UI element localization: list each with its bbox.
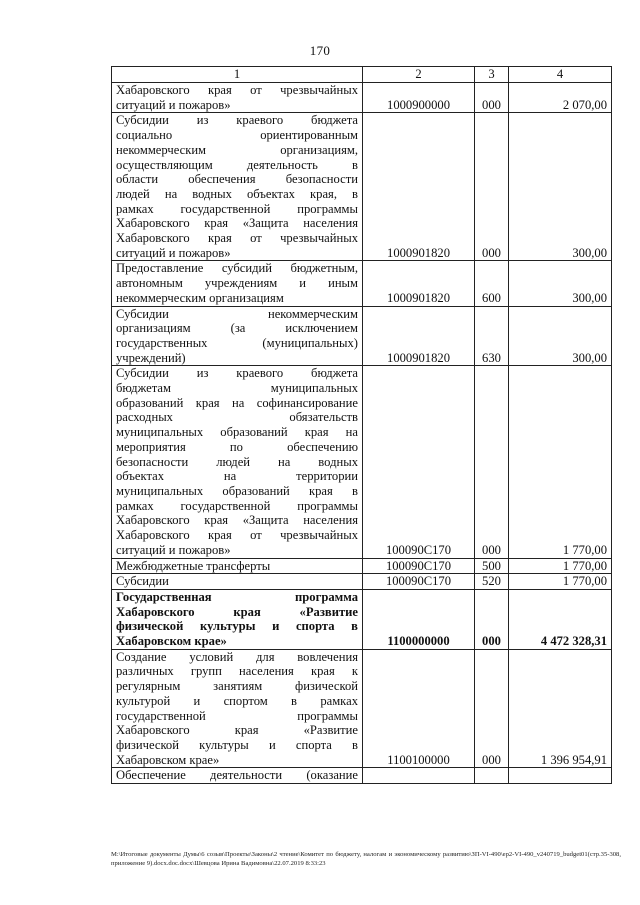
row-description-line: расходных обязательств [116,410,358,425]
row-description-line: Хабаровского края от чрезвычайных [116,83,358,97]
row-description [112,768,363,784]
row-expense-type: 000 [475,589,509,649]
row-description-line: Предоставление субсидий бюджетным, [116,261,358,276]
table-row [112,366,612,558]
row-description [112,558,363,574]
row-description-line: рамках государственной программы [116,498,358,513]
row-target-code: 1100100000 [363,649,475,768]
row-description-line: Хабаровского края «Защита населения [116,513,358,528]
row-description-line: регулярным занятиям физической [116,679,358,694]
row-target-code: 1000901820 [363,306,475,366]
row-description-line: Хабаровском крае» [116,634,227,649]
row-amount [509,768,612,784]
row-description [112,589,363,649]
row-description-line: организациям (за исключением [116,321,358,336]
row-amount: 4 472 328,31 [509,589,612,649]
row-description [112,83,363,113]
row-target-code: 100090С170 [363,366,475,558]
row-description-line: социально ориентированным [116,128,358,143]
table-row [112,589,612,649]
row-description-line: некоммерческим организациям, [116,142,358,157]
row-expense-type: 000 [475,113,509,261]
row-description-line: бюджетам муниципальных [116,381,358,396]
row-amount: 1 396 954,91 [509,649,612,768]
row-description-line: Межбюджетные трансферты [116,558,271,573]
row-amount: 300,00 [509,261,612,306]
row-description-line: Субсидии из краевого бюджета [116,366,358,381]
row-target-code: 1000901820 [363,261,475,306]
header-col-1: 1 [112,67,363,83]
table-row [112,558,612,574]
row-expense-type: 000 [475,83,509,113]
row-expense-type: 000 [475,366,509,558]
row-target-code: 1000900000 [363,83,475,113]
row-amount: 1 770,00 [509,574,612,590]
row-description-line: Государственная программа [116,589,358,604]
budget-table [111,66,612,784]
row-description-line: Обеспечение деятельности (оказание [116,768,358,783]
row-description [112,574,363,590]
row-description-line: муниципальных образований края в [116,483,358,498]
row-description-line: рамках государственной программы [116,201,358,216]
table-row [112,649,612,768]
row-description-line: физической культуры и спорта в [116,737,358,752]
row-description-line: мероприятия по обеспечению [116,439,358,454]
row-description-line: государственной программы [116,708,358,723]
table-header-row [112,67,612,83]
table-row [112,83,612,113]
row-description-line: муниципальных образований края на [116,425,358,440]
row-expense-type: 630 [475,306,509,366]
row-description-line: области обеспечения безопасности [116,172,358,187]
table-row [112,261,612,306]
row-description-line: Хабаровского края от чрезвычайных [116,231,358,246]
table-row [112,574,612,590]
row-expense-type: 500 [475,558,509,574]
row-description-line: автономным учреждениям и иным [116,276,358,291]
row-description-line: культурой и спортом в рамках [116,693,358,708]
row-description-line: безопасности людей на водных [116,454,358,469]
row-target-code: 100090С170 [363,558,475,574]
table-row [112,113,612,261]
row-amount: 1 770,00 [509,366,612,558]
row-description-line: Субсидии из краевого бюджета [116,113,358,128]
table-row [112,768,612,784]
row-description [112,113,363,261]
row-expense-type: 000 [475,649,509,768]
row-description-line: государственных (муниципальных) [116,335,358,350]
row-target-code: 1000901820 [363,113,475,261]
row-description-line: ситуаций и пожаров» [116,97,231,112]
row-description-line: ситуаций и пожаров» [116,542,231,557]
row-amount: 2 070,00 [509,83,612,113]
row-description-line: Хабаровского края от чрезвычайных [116,528,358,543]
header-col-3: 3 [475,67,509,83]
row-description-line: Субсидии [116,574,169,589]
row-description-line: учреждений) [116,350,186,365]
row-description-line: Хабаровского края «Защита населения [116,216,358,231]
row-amount: 300,00 [509,113,612,261]
row-description [112,306,363,366]
row-description [112,261,363,306]
table-row [112,306,612,366]
row-description-line: осуществляющим деятельность в [116,157,358,172]
row-description-line: образований края на софинансирование [116,395,358,410]
row-expense-type: 600 [475,261,509,306]
row-target-code [363,768,475,784]
row-description-line: некоммерческим организациям [116,290,284,305]
row-description-line: объектах на территории [116,469,358,484]
row-expense-type: 520 [475,574,509,590]
header-col-2: 2 [363,67,475,83]
row-amount: 1 770,00 [509,558,612,574]
row-description-line: физической культуры и спорта в [116,619,358,634]
row-description-line: различных групп населения края к [116,664,358,679]
page-number: 170 [309,43,331,58]
document-path-footer: M:\Итоговые документы Думы\6 созыв\Проекты\Законы\2 чтение\Комитет по бюджету, налогам и экономическому развитию\ЗП-VI-490\ep2-VI-490_v240719_budget01(стр.35-308, приложение 9).docx.doc.docx\Шевцова Ирина Вадимовна\22.07.2019 8:33:23 [111,851,621,867]
row-description-line: Создание условий для вовлечения [116,649,358,664]
row-description [112,649,363,768]
row-description-line: Субсидии некоммерческим [116,306,358,321]
row-expense-type [475,768,509,784]
header-col-4: 4 [509,67,612,83]
row-target-code: 100090С170 [363,574,475,590]
row-target-code: 1100000000 [363,589,475,649]
row-description-line: Хабаровском крае» [116,752,220,767]
row-description-line: людей на водных объектах края, в [116,186,358,201]
row-description-line: Хабаровского края «Развитие [116,604,358,619]
row-description [112,366,363,558]
row-description-line: ситуаций и пожаров» [116,245,231,260]
row-description-line: Хабаровского края «Развитие [116,723,358,738]
row-amount: 300,00 [509,306,612,366]
